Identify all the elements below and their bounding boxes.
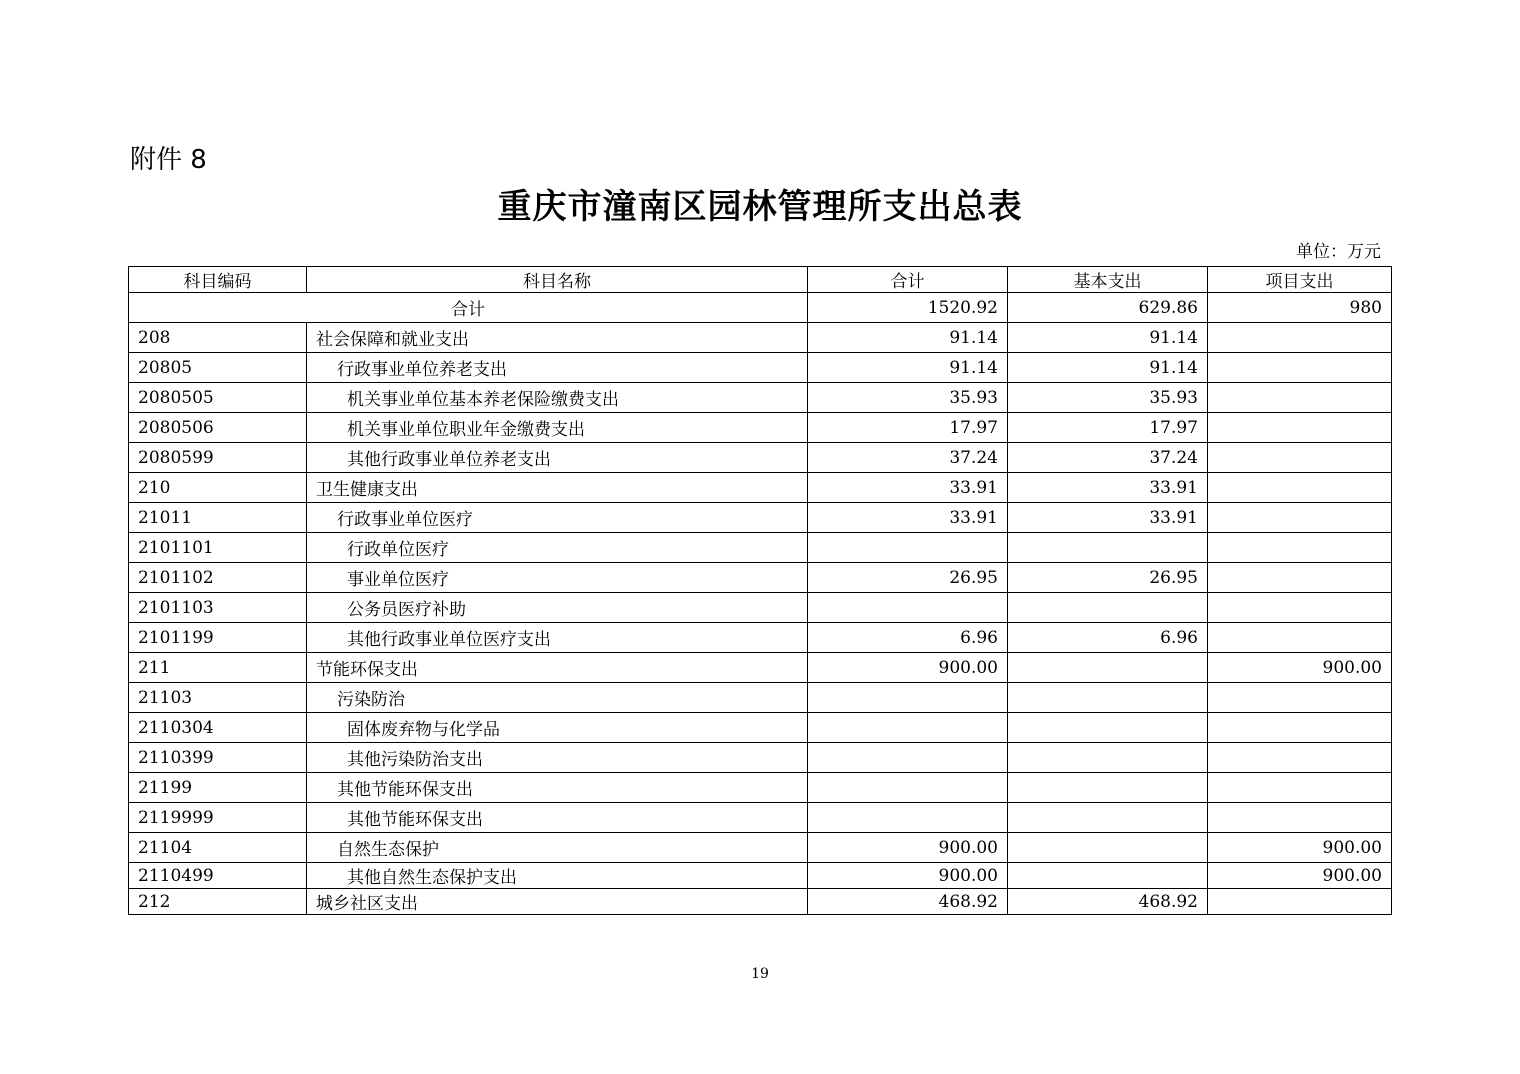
row-total: 33.91: [808, 473, 1008, 503]
row-project: [1208, 713, 1392, 743]
row-name: 节能环保支出: [307, 653, 808, 683]
row-basic: 91.14: [1008, 323, 1208, 353]
row-code: 21104: [129, 833, 307, 863]
row-code: 2080506: [129, 413, 307, 443]
row-code: 2080505: [129, 383, 307, 413]
row-code: 2110399: [129, 743, 307, 773]
row-total: [808, 593, 1008, 623]
table-row: [129, 563, 1392, 593]
expenditure-table: [128, 266, 1392, 915]
header-total: 合计: [808, 267, 1008, 293]
table-row: [129, 593, 1392, 623]
table-header-row: [129, 267, 1392, 293]
row-name: 其他行政事业单位养老支出: [307, 443, 808, 473]
unit-label: 单位：万元: [1296, 242, 1381, 262]
row-total: 91.14: [808, 353, 1008, 383]
row-project: [1208, 443, 1392, 473]
row-name: 公务员医疗补助: [307, 593, 808, 623]
row-name: 固体废弃物与化学品: [307, 713, 808, 743]
row-project: [1208, 743, 1392, 773]
row-basic: 33.91: [1008, 503, 1208, 533]
row-total: [808, 743, 1008, 773]
row-code: 20805: [129, 353, 307, 383]
row-code: 211: [129, 653, 307, 683]
row-basic: 35.93: [1008, 383, 1208, 413]
attachment-label: 附件 8: [130, 145, 207, 175]
row-project: [1208, 889, 1392, 915]
table-total-row: [129, 293, 1392, 323]
row-name: 机关事业单位职业年金缴费支出: [307, 413, 808, 443]
row-basic: [1008, 863, 1208, 889]
row-project: [1208, 803, 1392, 833]
row-project: [1208, 503, 1392, 533]
row-project: [1208, 593, 1392, 623]
header-name: 科目名称: [307, 267, 808, 293]
row-basic: [1008, 803, 1208, 833]
row-total: [808, 713, 1008, 743]
row-name: 其他行政事业单位医疗支出: [307, 623, 808, 653]
row-code: 21103: [129, 683, 307, 713]
row-basic: 468.92: [1008, 889, 1208, 915]
row-name: 行政事业单位养老支出: [307, 353, 808, 383]
row-code: 2119999: [129, 803, 307, 833]
row-project: [1208, 683, 1392, 713]
row-total: 91.14: [808, 323, 1008, 353]
row-basic: [1008, 713, 1208, 743]
table-row: [129, 713, 1392, 743]
total-project: 980: [1208, 293, 1392, 323]
row-code: 2080599: [129, 443, 307, 473]
row-code: 210: [129, 473, 307, 503]
row-code: 2110304: [129, 713, 307, 743]
row-project: [1208, 773, 1392, 803]
row-total: [808, 773, 1008, 803]
row-total: [808, 533, 1008, 563]
row-project: [1208, 323, 1392, 353]
row-basic: 91.14: [1008, 353, 1208, 383]
table-row: [129, 323, 1392, 353]
row-total: 900.00: [808, 653, 1008, 683]
row-code: 21011: [129, 503, 307, 533]
table-row: [129, 889, 1392, 915]
table-row: [129, 503, 1392, 533]
row-code: 21199: [129, 773, 307, 803]
row-name: 其他节能环保支出: [307, 803, 808, 833]
row-total: [808, 683, 1008, 713]
row-project: [1208, 533, 1392, 563]
row-name: 城乡社区支出: [307, 889, 808, 915]
table-row: [129, 413, 1392, 443]
row-project: [1208, 353, 1392, 383]
page-title: 重庆市潼南区园林管理所支出总表: [497, 187, 1023, 227]
table-row: [129, 803, 1392, 833]
row-project: [1208, 383, 1392, 413]
total-label: 合计: [129, 293, 808, 323]
row-total: 17.97: [808, 413, 1008, 443]
page-number: 19: [751, 966, 769, 982]
table-row: [129, 653, 1392, 683]
row-basic: 26.95: [1008, 563, 1208, 593]
row-code: 212: [129, 889, 307, 915]
row-name: 事业单位医疗: [307, 563, 808, 593]
total-basic: 629.86: [1008, 293, 1208, 323]
row-project: [1208, 413, 1392, 443]
table-row: [129, 353, 1392, 383]
row-basic: [1008, 683, 1208, 713]
row-total: 900.00: [808, 863, 1008, 889]
row-total: 33.91: [808, 503, 1008, 533]
row-code: 2101199: [129, 623, 307, 653]
row-name: 社会保障和就业支出: [307, 323, 808, 353]
row-project: [1208, 473, 1392, 503]
row-basic: 17.97: [1008, 413, 1208, 443]
header-code: 科目编码: [129, 267, 307, 293]
row-total: 26.95: [808, 563, 1008, 593]
table-row: [129, 473, 1392, 503]
row-code: 208: [129, 323, 307, 353]
header-project: 项目支出: [1208, 267, 1392, 293]
row-basic: [1008, 833, 1208, 863]
table-row: [129, 773, 1392, 803]
row-name: 卫生健康支出: [307, 473, 808, 503]
row-code: 2101103: [129, 593, 307, 623]
table-row: [129, 683, 1392, 713]
row-code: 2101101: [129, 533, 307, 563]
row-total: 37.24: [808, 443, 1008, 473]
row-total: 35.93: [808, 383, 1008, 413]
row-name: 其他污染防治支出: [307, 743, 808, 773]
row-project: 900.00: [1208, 863, 1392, 889]
row-name: 污染防治: [307, 683, 808, 713]
row-project: [1208, 563, 1392, 593]
row-total: 6.96: [808, 623, 1008, 653]
row-basic: 33.91: [1008, 473, 1208, 503]
table-row: [129, 623, 1392, 653]
row-name: 行政单位医疗: [307, 533, 808, 563]
row-code: 2101102: [129, 563, 307, 593]
table-row: [129, 833, 1392, 863]
header-basic: 基本支出: [1008, 267, 1208, 293]
row-total: 468.92: [808, 889, 1008, 915]
row-total: [808, 803, 1008, 833]
total-amount: 1520.92: [808, 293, 1008, 323]
row-name: 机关事业单位基本养老保险缴费支出: [307, 383, 808, 413]
row-basic: 6.96: [1008, 623, 1208, 653]
table-row: [129, 533, 1392, 563]
row-basic: [1008, 533, 1208, 563]
row-basic: 37.24: [1008, 443, 1208, 473]
row-basic: [1008, 773, 1208, 803]
row-basic: [1008, 653, 1208, 683]
table-row: [129, 443, 1392, 473]
row-code: 2110499: [129, 863, 307, 889]
table-row: [129, 743, 1392, 773]
row-name: 行政事业单位医疗: [307, 503, 808, 533]
row-project: 900.00: [1208, 833, 1392, 863]
row-project: 900.00: [1208, 653, 1392, 683]
row-project: [1208, 623, 1392, 653]
row-basic: [1008, 743, 1208, 773]
table-row: [129, 383, 1392, 413]
row-name: 其他自然生态保护支出: [307, 863, 808, 889]
row-basic: [1008, 593, 1208, 623]
row-name: 其他节能环保支出: [307, 773, 808, 803]
table-row: [129, 863, 1392, 889]
row-total: 900.00: [808, 833, 1008, 863]
row-name: 自然生态保护: [307, 833, 808, 863]
